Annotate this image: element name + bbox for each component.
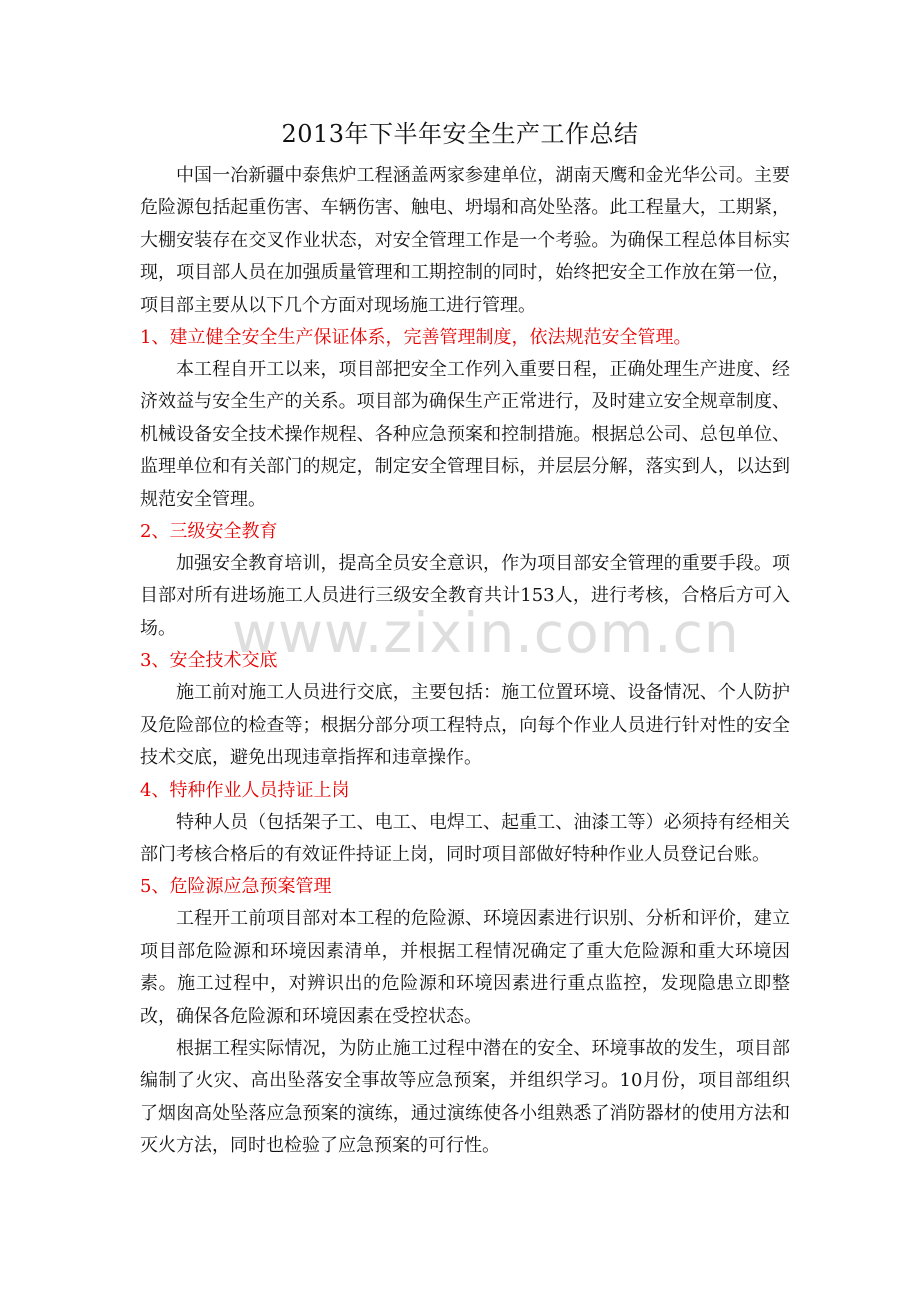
section-heading: 4、特种作业人员持证上岗 <box>140 779 350 801</box>
section-heading: 1、建立健全安全生产保证体系，完善管理制度，依法规范安全管理。 <box>140 327 692 349</box>
section-paragraph: 根据工程实际情况，为防止施工过程中潜在的安全、环境事故的发生，项目部编制了火灾、高出坠落安全事故等应急预案，并组织学习。10月份，项目部组织了烟囱高处坠落应急预案的演练，通过演练使各小组熟悉了消防器材的使用方法和灭火方法，同时也检验了应急预案的可行性。 <box>140 1037 790 1157</box>
section-paragraph: 加强安全教育培训，提高全员安全意识，作为项目部安全管理的重要手段。项目部对所有进场施工人员进行三级安全教育共计153人，进行考核，合格后方可入场。 <box>140 553 790 639</box>
section-heading: 5、危险源应急预案管理 <box>140 876 332 898</box>
section-paragraph: 工程开工前项目部对本工程的危险源、环境因素进行识别、分析和评价，建立项目部危险源和环境因素清单，并根据工程情况确定了重大危险源和重大环境因素。施工过程中，对辨识出的危险源和环境因素进行重点监控，发现隐患立即整改，确保各危险源和环境因素在受控状态。 <box>140 908 790 1027</box>
document-title: 2013年下半年安全生产工作总结 <box>281 120 639 148</box>
document-body <box>140 160 790 1163</box>
watermark: www.zixin.com.cn <box>232 601 740 665</box>
section-paragraph: 施工前对施工人员进行交底，主要包括：施工位置环境、设备情况、个人防护及危险部位的检查等；根据分部分项工程特点，向每个作业人员进行针对性的安全技术交底，避免出现违章指挥和违章操作。 <box>140 682 790 769</box>
section-heading: 2、三级安全教育 <box>140 521 278 543</box>
intro-paragraph: 中国一冶新疆中泰焦炉工程涵盖两家参建单位，湖南天鹰和金光华公司。主要危险源包括起重伤害、车辆伤害、触电、坍塌和高处坠落。此工程量大，工期紧，大棚安装存在交叉作业状态，对安全管理工作是一个考验。为确保工程总体目标实现，项目部人员在加强质量管理和工期控制的同时，始终把安全工作放在第一位，项目部主要从以下几个方面对现场施工进行管理。 <box>140 165 790 316</box>
section-paragraph: 特种人员（包括架子工、电工、电焊工、起重工、油漆工等）必须持有经相关部门考核合格后的有效证件持证上岗，同时项目部做好特种作业人员登记台账。 <box>140 811 790 865</box>
section-heading: 3、安全技术交底 <box>140 650 278 672</box>
section-paragraph: 本工程自开工以来，项目部把安全工作列入重要日程，正确处理生产进度、经济效益与安全生产的关系。项目部为确保生产正常进行，及时建立安全规章制度、机械设备安全技术操作规程、各种应急预案和控制措施。根据总公司、总包单位、监理单位和有关部门的规定，制定安全管理目标，并层层分解，落实到人，以达到规范安全管理。 <box>140 359 790 510</box>
